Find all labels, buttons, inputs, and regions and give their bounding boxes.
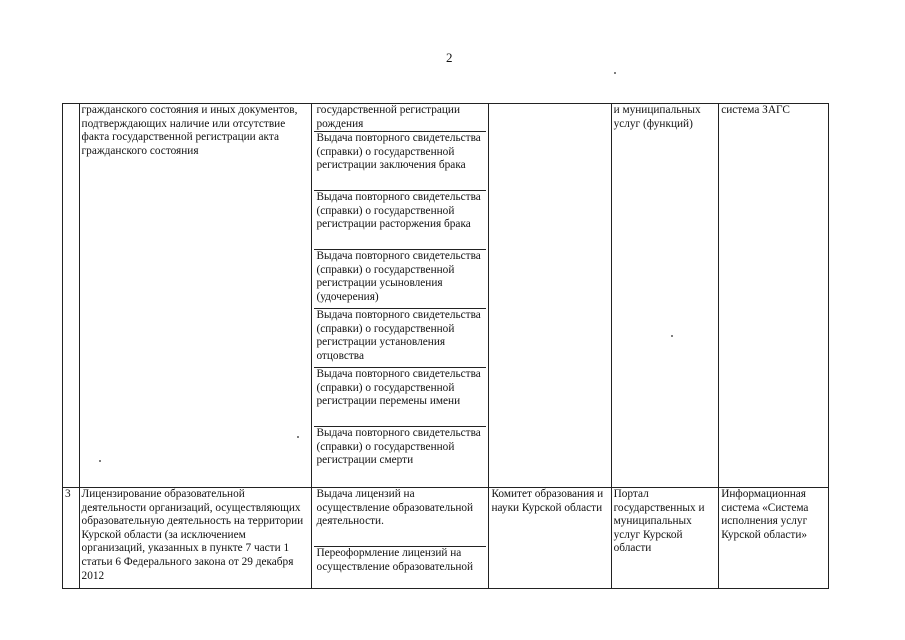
portal-cell: и муниципальных услуг (функций) xyxy=(611,104,719,488)
service-item: Выдача повторного свидетельства (справки) о государственной регистрации усыновления (удочерения) xyxy=(314,250,486,309)
service-item: Выдача повторного свидетельства (справки) о государственной регистрации смерти xyxy=(316,427,481,467)
services-cell xyxy=(312,104,489,488)
service-item: Выдача повторного свидетельства (справки) о государственной регистрации расторжения брака xyxy=(314,191,486,250)
scan-speck xyxy=(614,72,616,74)
service-item: Выдача лицензий на осуществление образовательной деятельности. xyxy=(314,488,486,547)
row-number-cell xyxy=(63,104,80,488)
function-name-cell: гражданского состояния и иных документов, подтверждающих наличие или отсутствие факта государственной регистрации акта гражданского состояния xyxy=(79,104,312,488)
service-item: государственной регистрации рождения xyxy=(314,104,486,132)
service-item: Переоформление лицензий на осуществление образовательной xyxy=(316,547,474,573)
system-cell: система ЗАГС xyxy=(719,104,829,488)
services-cell xyxy=(312,488,489,589)
service-item: Выдача повторного свидетельства (справки) о государственной регистрации перемены имени xyxy=(314,368,486,427)
scan-speck xyxy=(297,436,299,438)
function-name-cell: Лицензирование образовательной деятельности организаций, осуществляющих образовательную деятельность на территории Курской области (за исключением организаций, указанных в пункте 7 части 1 статьи 6 Федерального закона от 29 декабря 2012 xyxy=(79,488,312,589)
portal-cell: Портал государственных и муниципальных услуг Курской области xyxy=(611,488,719,589)
authority-cell xyxy=(489,104,611,488)
scan-speck xyxy=(99,460,101,462)
table-row xyxy=(63,488,829,589)
system-cell: Информационная система «Система исполнения услуг Курской области» xyxy=(719,488,829,589)
services-table xyxy=(62,103,829,589)
row-number-cell: 3 xyxy=(63,488,80,589)
table-row xyxy=(63,104,829,488)
service-item: Выдача повторного свидетельства (справки) о государственной регистрации установления отцовства xyxy=(314,309,486,368)
scan-speck xyxy=(671,335,673,337)
service-item: Выдача повторного свидетельства (справки) о государственной регистрации заключения брака xyxy=(314,132,486,191)
page-number: 2 xyxy=(446,50,453,65)
authority-cell: Комитет образования и науки Курской области xyxy=(489,488,611,589)
